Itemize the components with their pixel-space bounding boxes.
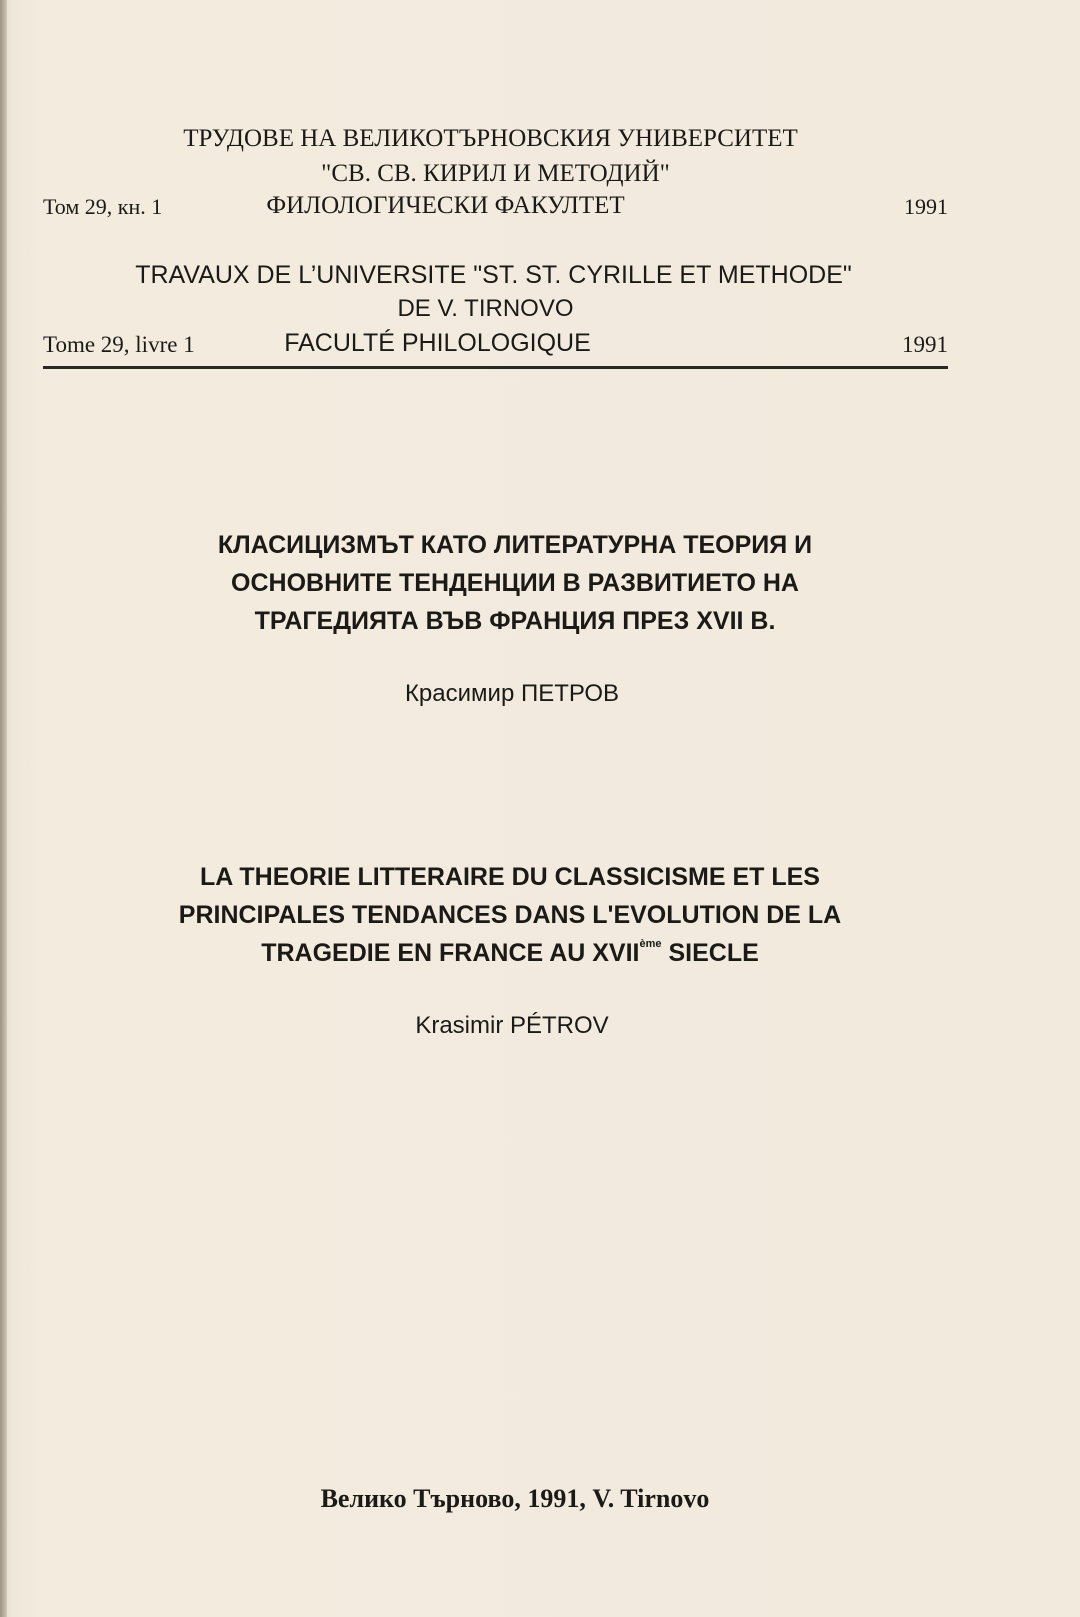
title-fr-line-3-end: SIECLE [661, 939, 759, 967]
header-fr-volume: Tome 29, livre 1 [43, 332, 195, 357]
title-fr-line-1: LA THEORIE LITTERAIRE DU CLASSICISME ET LES [200, 863, 820, 891]
title-fr-line-3 [0, 938, 1050, 967]
title-fr-line-3-main: TRAGEDIE EN FRANCE AU XVII [261, 939, 640, 967]
author-french: Krasimir PÉTROV [415, 1012, 609, 1039]
title-fr-line-2: PRINCIPALES TENDANCES DANS L'EVOLUTION DE LA [178, 901, 842, 929]
header-divider [43, 366, 948, 369]
page-binding-edge [0, 0, 7, 1617]
header-bg-university-name: "СВ. СВ. КИРИЛ И МЕТОДИЙ" [321, 160, 670, 187]
header-fr-faculty: FACULTÉ PHILOLOGIQUE [284, 329, 591, 357]
header-fr-year: 1991 [902, 332, 948, 357]
imprint-footer: Велико Търново, 1991, V. Tirnovo [320, 1484, 710, 1513]
header-bg-year: 1991 [904, 194, 948, 219]
title-bg-line-3: ТРАГЕДИЯТА ВЪВ ФРАНЦИЯ ПРЕЗ XVII В. [254, 607, 776, 635]
title-fr-century-superscript: ème [639, 938, 662, 950]
header-bg-university: ТРУДОВЕ НА ВЕЛИКОТЪРНОВСКИЯ УНИВЕРСИТЕТ [183, 125, 798, 152]
title-bg-line-2: ОСНОВНИТЕ ТЕНДЕНЦИИ В РАЗВИТИЕТО НА [231, 569, 799, 597]
title-bg-line-1: КЛАСИЦИЗМЪТ КАТО ЛИТЕРАТУРНА ТЕОРИЯ И [217, 531, 813, 559]
header-bg-volume: Том 29, кн. 1 [43, 194, 163, 219]
header-fr-city: DE V. TIRNOVO [397, 295, 574, 322]
header-fr-university: TRAVAUX DE L’UNIVERSITE "ST. ST. CYRILLE ET METHODE" [135, 261, 852, 289]
author-bulgarian: Красимир ПЕТРОВ [404, 680, 620, 707]
header-bg-faculty: ФИЛОЛОГИЧЕСКИ ФАКУЛТЕТ [266, 192, 625, 219]
